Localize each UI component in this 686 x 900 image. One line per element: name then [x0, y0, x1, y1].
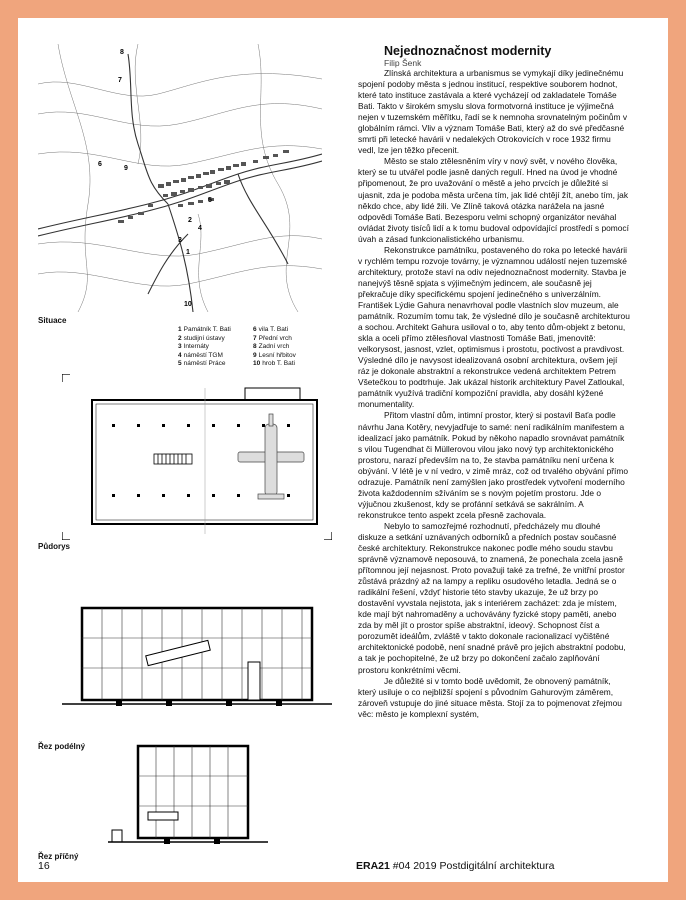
journal-brand: ERA21 [356, 860, 390, 872]
article [358, 44, 630, 720]
map-label: 8 [120, 49, 124, 56]
situation-caption: Situace [38, 316, 67, 325]
long-section-caption: Řez podélný [38, 742, 86, 751]
map-label: 3 [178, 237, 182, 244]
map-label: 10 [184, 301, 192, 308]
map-label: 6 [98, 161, 102, 168]
cross-section [108, 742, 268, 850]
journal-footer [356, 860, 554, 872]
article-body [358, 68, 630, 720]
map-label: 9 [124, 165, 128, 172]
situation-map [38, 44, 322, 312]
cross-section-caption: Řez příčný [38, 852, 79, 861]
map-label: 2 [188, 217, 192, 224]
airplane-icon [238, 414, 304, 499]
map-label: 4 [198, 225, 202, 232]
long-section [62, 604, 332, 714]
paragraph: Nebylo to samozřejmé rozhodnutí, předcházely mu dlouhé diskuze a setkání uznávaných odborníků a předních postav současné české architektury. Rekonstrukce nakonec podle mého soudu stavbu správně významově neposouvá, to znamená, že ponechala zcela jasně přítomnou její nejasnost. Proto považuji také za trefné, že vnitřní prostor zůstává prázdný až na lampy a repliku osudového letadla. Jedná se o radikální řešení, vždyť historie této stavby ukazuje, že už brzy po dostavění vyvstala nejistota, jak s interiérem zacházet: zda je místem, kde mají být nahromaděny a uchovávány fyzické stopy paměti, anebo zda by měl jít o prostor spíše abstraktní, ideový. Schopnost číst a porozumět ideálům, zvláště v takto dokonale racionalizací vyčištěné architektonické podobě, není snadné právě pro jejich abstraktní podobu, a tak je pochopitelné, že už brzy po dokončení začalo zaplňování prostoru konkrétními věcmi. [358, 520, 626, 675]
paragraph: Město se stalo ztělesněním víry v nový svět, v nového člověka, který se tu utvářel podle jasně daných regulí. Hned na úvod je vhodné připomenout, že pro uvažování o městě a jeho prvcích je důležité si ujasnit, zda je podoba města určena tím, jak lidé chtějí žít, anebo tím, jak někdo chce, aby lidé žili. Ve Zlíně taková otázka narážela na jasné odpovědi Tomáše Bati. Bezesporu velmi schopný organizátor neváhal ovládat životy tisíců lidí a k tomu budoval odpovídající prostředí s pomocí úvah a zásad funkcionalistického urbanismu. [358, 156, 629, 244]
article-title: Nejednoznačnost modernity [384, 44, 552, 58]
article-author: Filip Šenk [384, 58, 422, 68]
page-number: 16 [38, 860, 50, 872]
paragraph: Je důležité si v tomto bodě uvědomit, že obnovený památník, který usiluje o co nejbližší spojení s původním Gahurovým záměrem, zároveň vstupuje do jiné situace města. Stojí za to pojmenovat zřejmou věc: město je komplexní systém, [358, 675, 622, 719]
plan-caption: Půdorys [38, 542, 71, 551]
map-label: 1 [186, 249, 190, 256]
paragraph: Přitom vlastní dům, intimní prostor, který si postavil Baťa podle návrhu Jana Kotěry, nevyjadřuje to samé: není radikálním manifestem a idealizací jako památník. Pokud by někoho napadlo srovnávat památník s vilou Tugendhat či Müllerovou vilou jako nový typ architektonického prostoru, narazí především na to, že stavba památníku není určena k obývání. V létě je v ní vedro, v zimě mráz, což od trvalého obývání přímo odrazuje. Památník není zamýšlen jako prostředek vytvoření moderního života každodenním sžíváním se s novým pojetím prostoru. Jde o výjučnou zkušenost, kdy se profánní setkává se sakrálním. A rekonstrukce tento aspekt zcela přesně zachovala. [358, 410, 628, 520]
paragraph: Zlínská architektura a urbanismus se vymykají díky jedinečnému spojení podoby města s jednou institucí, respektive souborem hodnot, které tato instituce zastávala a které vycházejí od zakladatele Tomáše Bati. Takto v širokém smyslu slova formotvorná instituce je výjimečná nejen v tuzemském měřítku, řadí se k nemnoha srovnatelným počinům v globálním rámci. Vliv a význam Tomáše Bati, který až do své předčasné smrti při letecké havárii v nedalekých Otrokovicích v roce 1932 firmu vedl, lze jen těžko přecenit. [358, 68, 628, 156]
map-label: 5 [208, 197, 212, 204]
paragraph: Rekonstrukce památníku, postaveného do roka po letecké havárii v rychlém tempu rozvoje továrny, je významnou událostí nejen tuzemské architektury, protože staví na odiv nejednoznačnost modernity. Stavba je nanejvýš těsně spjata s výjimečným jedincem, ale současně jej překračuje díky specifickému spojení jedinečného s univerzálním. František Lýdie Gahura nenavrhoval podle vlastních slov muzeum, ale památník. Rozumím tomu tak, že výsledné dílo je současně architekturou a sochou. Architekt Gahura usiloval o to, aby tento dům-objekt z betonu, skla a oceli přímo ztělesňoval vlastnosti Tomáše Bati, jmenovitě: velkorysost, jasnost, vzlet, optimismus i prostotu, poctivost a pravdivost. Výsledné dílo je navysost idealizovaná osobní architektura, ovšem její ráz je dokonale abstraktní a rekonstrukce vedená architektem Petrem Všetečkou to podtrhuje. Jak ukázal historik architektury Pavel Zatloukal, památník využívá tradiční kompoziční pravidla, aby dosáhl kýžené monumentality. [358, 244, 630, 410]
ground-plan [62, 374, 332, 540]
magazine-page [18, 18, 668, 882]
map-label: 7 [118, 77, 122, 84]
journal-issue: #04 2019 Postdigitální architektura [392, 860, 555, 872]
map-legend: 1 Památník T. Bati 6 vila T. Bati 2 studijní ústavy 7 Přední vrch 3 Internáty 8 Zadní vrch 4 náměstí TGM 9 Lesní hřbitov 5 náměstí Práce 10 hrob T. Bati [178, 326, 296, 368]
